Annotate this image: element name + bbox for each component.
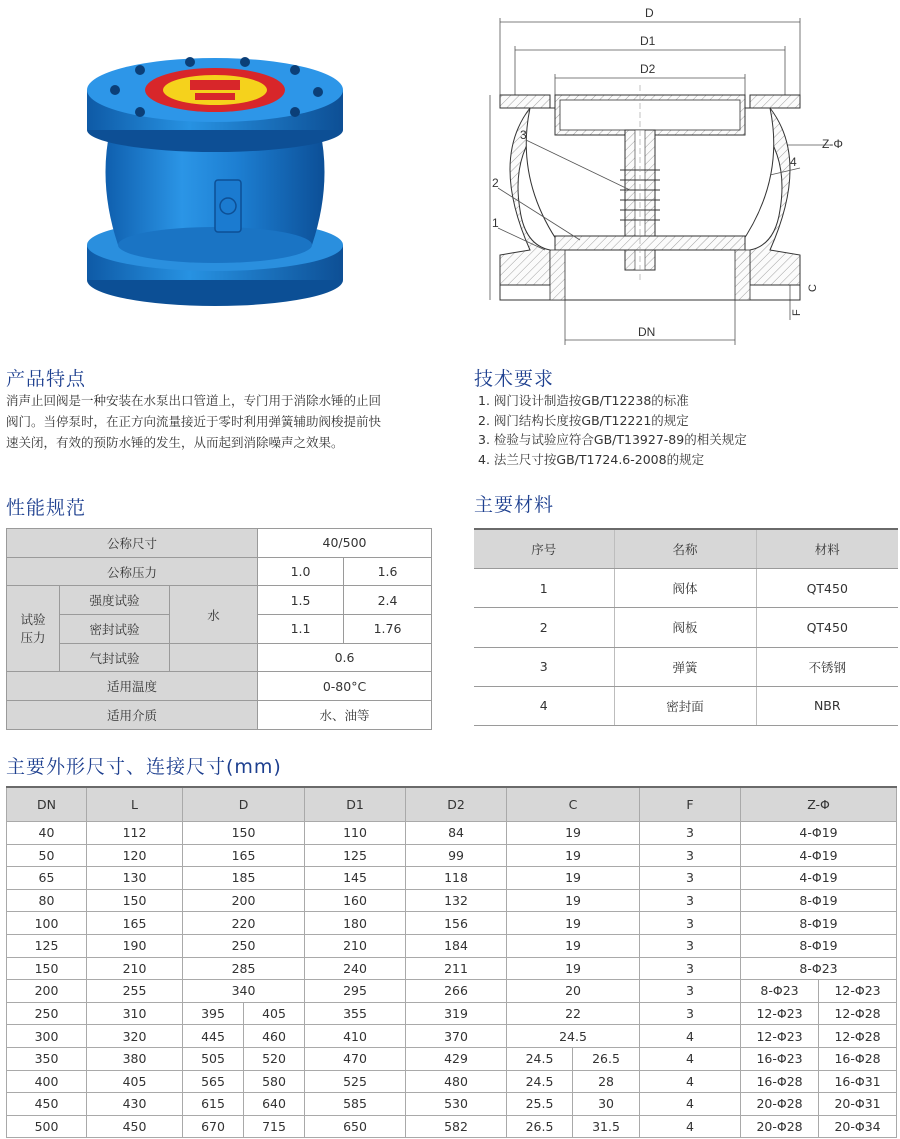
dim-cell: 8-Φ23 xyxy=(741,980,819,1003)
dim-cell: 340 xyxy=(183,980,305,1003)
dim-cell: 165 xyxy=(183,844,305,867)
dim-cell: 355 xyxy=(305,1002,406,1025)
dim-cell: 160 xyxy=(305,889,406,912)
dim-cell: 480 xyxy=(406,1070,507,1093)
medium-water: 水 xyxy=(170,586,258,643)
materials-header: 序号 xyxy=(474,529,614,569)
dim-cell: 12-Φ28 xyxy=(819,1002,897,1025)
dim-cell: 450 xyxy=(87,1115,183,1138)
dim-cell: 3 xyxy=(640,957,741,980)
dim-cell: 112 xyxy=(87,822,183,845)
valve-product-photo xyxy=(70,40,370,315)
dim-row xyxy=(7,957,897,980)
dim-cell: 12-Φ23 xyxy=(741,1025,819,1048)
dim-cell: 240 xyxy=(305,957,406,980)
dim-cell: 530 xyxy=(406,1093,507,1116)
strength-1: 1.5 xyxy=(258,586,344,615)
dim-cell: 24.5 xyxy=(507,1025,640,1048)
part-1-label: 1 xyxy=(492,216,499,230)
dim-cell: 8-Φ23 xyxy=(741,957,897,980)
dim-cell: 30 xyxy=(573,1093,640,1116)
materials-cell: 2 xyxy=(474,608,614,647)
temperature-label: 适用温度 xyxy=(7,672,258,701)
dim-cell: 150 xyxy=(7,957,87,980)
features-title: 产品特点 xyxy=(6,368,87,390)
materials-cell: QT450 xyxy=(756,608,898,647)
dim-cell: 4 xyxy=(640,1070,741,1093)
dim-header: D2 xyxy=(406,787,507,822)
test-pressure-text: 试验压力 xyxy=(20,611,46,645)
tech-item: 2. 阀门结构长度按GB/T12221的规定 xyxy=(478,412,689,428)
nominal-size-label: 公称尺寸 xyxy=(7,529,258,558)
dim-cell: 210 xyxy=(305,934,406,957)
dim-cell: 80 xyxy=(7,889,87,912)
label-D: D xyxy=(645,6,654,20)
dimensions-title: 主要外形尺寸、连接尺寸(mm) xyxy=(6,756,282,778)
dim-row xyxy=(7,980,897,1003)
dim-header: L xyxy=(87,787,183,822)
dim-cell: 26.5 xyxy=(507,1115,573,1138)
features-line: 速关闭，有效的预防水锤的发生，从而起到消除噪声之效果。 xyxy=(6,435,344,450)
dim-row xyxy=(7,844,897,867)
dim-cell: 16-Φ28 xyxy=(819,1047,897,1070)
dim-cell: 640 xyxy=(244,1093,305,1116)
label-F: F xyxy=(791,309,803,316)
dim-cell: 211 xyxy=(406,957,507,980)
dim-cell: 16-Φ28 xyxy=(741,1070,819,1093)
dim-cell: 8-Φ19 xyxy=(741,912,897,935)
features-line: 消声止回阀是一种安装在水泵出口管道上，专门用于消除水锤的止回 xyxy=(6,393,382,408)
dim-cell: 25.5 xyxy=(507,1093,573,1116)
dim-cell: 715 xyxy=(244,1115,305,1138)
dim-cell: 19 xyxy=(507,934,640,957)
dim-cell: 3 xyxy=(640,889,741,912)
label-D1: D1 xyxy=(640,34,656,48)
dim-cell: 125 xyxy=(305,844,406,867)
temperature-value: 0-80°C xyxy=(258,672,432,701)
materials-cell: 4 xyxy=(474,686,614,725)
materials-cell: 密封面 xyxy=(614,686,756,725)
seal-test-label: 密封试验 xyxy=(60,615,170,644)
dim-row xyxy=(7,822,897,845)
dim-cell: 430 xyxy=(87,1093,183,1116)
label-DN: DN xyxy=(638,325,656,339)
dim-cell: 12-Φ23 xyxy=(741,1002,819,1025)
part-2-label: 2 xyxy=(492,176,499,190)
nominal-pressure-1: 1.0 xyxy=(258,557,344,586)
dim-cell: 585 xyxy=(305,1093,406,1116)
dim-cell: 650 xyxy=(305,1115,406,1138)
nominal-size-value: 40/500 xyxy=(258,529,432,558)
materials-cell: NBR xyxy=(756,686,898,725)
dim-cell: 380 xyxy=(87,1047,183,1070)
air-test-empty xyxy=(170,643,258,672)
materials-cell: 1 xyxy=(474,569,614,608)
dim-row xyxy=(7,1115,897,1138)
dim-cell: 370 xyxy=(406,1025,507,1048)
dim-cell: 190 xyxy=(87,934,183,957)
dim-cell: 84 xyxy=(406,822,507,845)
dim-cell: 99 xyxy=(406,844,507,867)
dim-cell: 670 xyxy=(183,1115,244,1138)
dim-cell: 429 xyxy=(406,1047,507,1070)
materials-table xyxy=(474,528,898,726)
dim-cell: 20-Φ28 xyxy=(741,1093,819,1116)
dim-row xyxy=(7,1070,897,1093)
dim-header: C xyxy=(507,787,640,822)
dim-cell: 4 xyxy=(640,1047,741,1070)
dim-row xyxy=(7,867,897,890)
dim-cell: 3 xyxy=(640,822,741,845)
dim-cell: 184 xyxy=(406,934,507,957)
dim-cell: 3 xyxy=(640,844,741,867)
dim-cell: 4 xyxy=(640,1115,741,1138)
valve-section-drawing xyxy=(470,0,890,350)
dim-cell: 50 xyxy=(7,844,87,867)
tech-item: 3. 检验与试验应符合GB/T13927-89的相关规定 xyxy=(478,432,747,447)
dim-cell: 582 xyxy=(406,1115,507,1138)
dim-cell: 19 xyxy=(507,912,640,935)
label-D2: D2 xyxy=(640,62,656,76)
dim-cell: 4 xyxy=(640,1093,741,1116)
dim-cell: 130 xyxy=(87,867,183,890)
dim-cell: 200 xyxy=(7,980,87,1003)
dim-cell: 165 xyxy=(87,912,183,935)
seal-1: 1.1 xyxy=(258,615,344,644)
materials-cell: 3 xyxy=(474,647,614,686)
dim-header: D1 xyxy=(305,787,406,822)
dim-cell: 120 xyxy=(87,844,183,867)
dim-cell: 3 xyxy=(640,934,741,957)
dim-cell: 20 xyxy=(507,980,640,1003)
strength-2: 2.4 xyxy=(344,586,432,615)
dim-cell: 405 xyxy=(244,1002,305,1025)
dim-cell: 20-Φ28 xyxy=(741,1115,819,1138)
dim-cell: 150 xyxy=(183,822,305,845)
dim-cell: 31.5 xyxy=(573,1115,640,1138)
dim-cell: 565 xyxy=(183,1070,244,1093)
nominal-pressure-2: 1.6 xyxy=(344,557,432,586)
dim-cell: 580 xyxy=(244,1070,305,1093)
dim-cell: 4 xyxy=(640,1025,741,1048)
dim-cell: 300 xyxy=(7,1025,87,1048)
dim-cell: 125 xyxy=(7,934,87,957)
dim-cell: 145 xyxy=(305,867,406,890)
dim-cell: 4-Φ19 xyxy=(741,844,897,867)
dimensions-table xyxy=(6,786,897,1138)
medium-value: 水、油等 xyxy=(258,701,432,730)
dim-row xyxy=(7,1047,897,1070)
dim-cell: 19 xyxy=(507,844,640,867)
materials-cell: 弹簧 xyxy=(614,647,756,686)
dim-cell: 16-Φ23 xyxy=(741,1047,819,1070)
dim-cell: 12-Φ23 xyxy=(819,980,897,1003)
dim-cell: 28 xyxy=(573,1070,640,1093)
label-Z-Phi: Z-Φ xyxy=(822,137,843,151)
dim-cell: 65 xyxy=(7,867,87,890)
features-line: 阀门。当停泵时，在正方向流量接近于零时利用弹簧辅助阀梭提前快 xyxy=(6,414,382,429)
dim-cell: 210 xyxy=(87,957,183,980)
dim-cell: 8-Φ19 xyxy=(741,934,897,957)
dim-cell: 450 xyxy=(7,1093,87,1116)
dim-row xyxy=(7,934,897,957)
materials-header: 材料 xyxy=(756,529,898,569)
tech-item: 4. 法兰尺寸按GB/T1724.6-2008的规定 xyxy=(478,451,705,467)
dim-cell: 350 xyxy=(7,1047,87,1070)
dim-cell: 8-Φ19 xyxy=(741,889,897,912)
part-3-label: 3 xyxy=(520,128,527,142)
part-4-label: 4 xyxy=(790,155,797,169)
dim-row xyxy=(7,1002,897,1025)
dim-cell: 19 xyxy=(507,889,640,912)
dim-cell: 445 xyxy=(183,1025,244,1048)
dim-row xyxy=(7,912,897,935)
dim-cell: 615 xyxy=(183,1093,244,1116)
air-test-label: 气封试验 xyxy=(60,643,170,672)
dim-cell: 100 xyxy=(7,912,87,935)
performance-table xyxy=(6,528,432,730)
test-pressure-label xyxy=(7,586,60,672)
dim-cell: 310 xyxy=(87,1002,183,1025)
features-text xyxy=(6,390,436,453)
medium-label: 适用介质 xyxy=(7,701,258,730)
dim-cell: 470 xyxy=(305,1047,406,1070)
dim-cell: 525 xyxy=(305,1070,406,1093)
dim-cell: 3 xyxy=(640,1002,741,1025)
dim-cell: 400 xyxy=(7,1070,87,1093)
performance-title: 性能规范 xyxy=(6,497,87,519)
dim-cell: 20-Φ31 xyxy=(819,1093,897,1116)
dim-cell: 520 xyxy=(244,1047,305,1070)
dim-cell: 395 xyxy=(183,1002,244,1025)
dim-header: DN xyxy=(7,787,87,822)
dim-cell: 250 xyxy=(7,1002,87,1025)
dim-cell: 110 xyxy=(305,822,406,845)
materials-cell: 不锈钢 xyxy=(756,647,898,686)
tech-title: 技术要求 xyxy=(474,368,555,390)
dim-cell: 26.5 xyxy=(573,1047,640,1070)
dim-cell: 460 xyxy=(244,1025,305,1048)
dim-cell: 4-Φ19 xyxy=(741,822,897,845)
seal-2: 1.76 xyxy=(344,615,432,644)
dim-cell: 185 xyxy=(183,867,305,890)
dim-cell: 156 xyxy=(406,912,507,935)
dim-cell: 3 xyxy=(640,867,741,890)
label-C: C xyxy=(807,284,819,292)
dim-cell: 405 xyxy=(87,1070,183,1093)
materials-cell: QT450 xyxy=(756,569,898,608)
dim-cell: 118 xyxy=(406,867,507,890)
dim-cell: 19 xyxy=(507,957,640,980)
materials-cell: 阀体 xyxy=(614,569,756,608)
dim-cell: 12-Φ28 xyxy=(819,1025,897,1048)
dim-cell: 20-Φ34 xyxy=(819,1115,897,1138)
dim-cell: 200 xyxy=(183,889,305,912)
dim-cell: 40 xyxy=(7,822,87,845)
dim-cell: 24.5 xyxy=(507,1070,573,1093)
dim-header: F xyxy=(640,787,741,822)
dim-cell: 220 xyxy=(183,912,305,935)
tech-list xyxy=(478,391,747,469)
dim-cell: 410 xyxy=(305,1025,406,1048)
strength-test-label: 强度试验 xyxy=(60,586,170,615)
dim-cell: 19 xyxy=(507,867,640,890)
dim-header: Z-Φ xyxy=(741,787,897,822)
dim-cell: 132 xyxy=(406,889,507,912)
dim-cell: 3 xyxy=(640,912,741,935)
dim-row xyxy=(7,1093,897,1116)
dim-cell: 16-Φ31 xyxy=(819,1070,897,1093)
dim-cell: 250 xyxy=(183,934,305,957)
dim-cell: 295 xyxy=(305,980,406,1003)
nominal-pressure-label: 公称压力 xyxy=(7,557,258,586)
dim-cell: 266 xyxy=(406,980,507,1003)
dim-cell: 319 xyxy=(406,1002,507,1025)
dim-cell: 500 xyxy=(7,1115,87,1138)
dim-cell: 24.5 xyxy=(507,1047,573,1070)
dim-cell: 285 xyxy=(183,957,305,980)
dim-cell: 320 xyxy=(87,1025,183,1048)
dim-cell: 4-Φ19 xyxy=(741,867,897,890)
tech-item: 1. 阀门设计制造按GB/T12238的标准 xyxy=(478,393,689,408)
materials-header: 名称 xyxy=(614,529,756,569)
dim-row xyxy=(7,1025,897,1048)
dim-cell: 150 xyxy=(87,889,183,912)
dim-cell: 505 xyxy=(183,1047,244,1070)
materials-title: 主要材料 xyxy=(474,494,555,516)
materials-cell: 阀板 xyxy=(614,608,756,647)
dim-cell: 19 xyxy=(507,822,640,845)
dim-cell: 180 xyxy=(305,912,406,935)
dim-cell: 22 xyxy=(507,1002,640,1025)
dim-cell: 255 xyxy=(87,980,183,1003)
dim-cell: 3 xyxy=(640,980,741,1003)
dim-header: D xyxy=(183,787,305,822)
air-test-value: 0.6 xyxy=(258,643,432,672)
dim-row xyxy=(7,889,897,912)
